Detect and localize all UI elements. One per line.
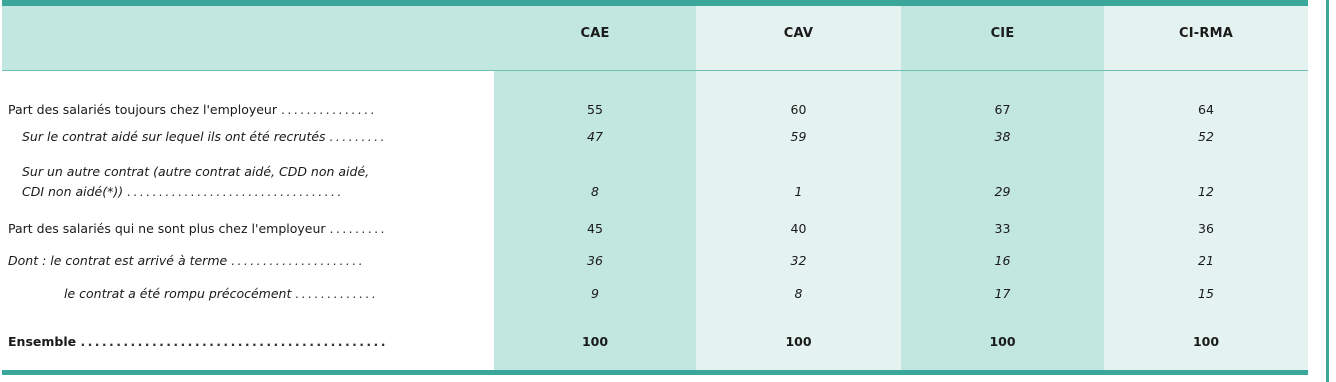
table-cell: 1 <box>794 184 803 199</box>
row-label-total: Ensemble ........................................... <box>8 334 388 349</box>
bottom-rule <box>2 370 1308 375</box>
header-cae: CAE <box>580 26 610 41</box>
table-cell: 33 <box>994 221 1011 236</box>
table-cell: 9 <box>591 286 599 301</box>
side-rule <box>1326 0 1329 382</box>
header-cav: CAV <box>783 26 814 41</box>
table-cell: 40 <box>790 221 807 236</box>
table-cell-total: 100 <box>581 334 609 349</box>
table-cell: 52 <box>1198 129 1214 144</box>
table-cell: 32 <box>790 253 807 268</box>
table-cell: 59 <box>790 129 807 144</box>
top-rule <box>2 0 1308 6</box>
table-cell: 8 <box>591 184 599 199</box>
header-cie: CIE <box>990 26 1015 41</box>
row-label: Dont : le contrat est arrivé à terme ..................... <box>8 253 366 268</box>
header-ci-rma: CI-RMA <box>1179 26 1233 41</box>
table-cell: 60 <box>790 102 807 117</box>
table-cell: 36 <box>587 253 603 268</box>
table-cell: 45 <box>587 221 603 236</box>
table-frame <box>2 0 1308 376</box>
row-label: Sur le contrat aidé sur lequel ils ont été recrutés ......... <box>22 129 387 144</box>
row-label: Part des salariés toujours chez l'employeur ............... <box>8 102 377 117</box>
row-label: le contrat a été rompu précocément ............. <box>64 286 379 301</box>
table-cell: 15 <box>1198 286 1214 301</box>
table-cell: 29 <box>994 184 1011 199</box>
table-cell: 55 <box>587 102 603 117</box>
row-label: Sur un autre contrat (autre contrat aidé, CDD non aidé, <box>22 164 370 179</box>
table-cell: 67 <box>994 102 1011 117</box>
row-label: Part des salariés qui ne sont plus chez l'employeur ......... <box>8 221 387 236</box>
table-cell-total: 100 <box>989 334 1016 349</box>
table-cell: 12 <box>1198 184 1214 199</box>
table-cell-total: 100 <box>785 334 812 349</box>
table-cell: 64 <box>1198 102 1214 117</box>
table-cell: 21 <box>1198 253 1214 268</box>
table-cell: 38 <box>994 129 1011 144</box>
header-label-cell <box>2 6 494 70</box>
row-label: CDI non aidé(*)) .................................. <box>22 184 344 199</box>
table-cell: 36 <box>1198 221 1214 236</box>
table-cell-total: 100 <box>1192 334 1220 349</box>
table-cell: 17 <box>994 286 1011 301</box>
table-cell: 8 <box>794 286 803 301</box>
table-cell: 16 <box>994 253 1011 268</box>
table-cell: 47 <box>587 129 603 144</box>
header-rule <box>2 70 1308 71</box>
